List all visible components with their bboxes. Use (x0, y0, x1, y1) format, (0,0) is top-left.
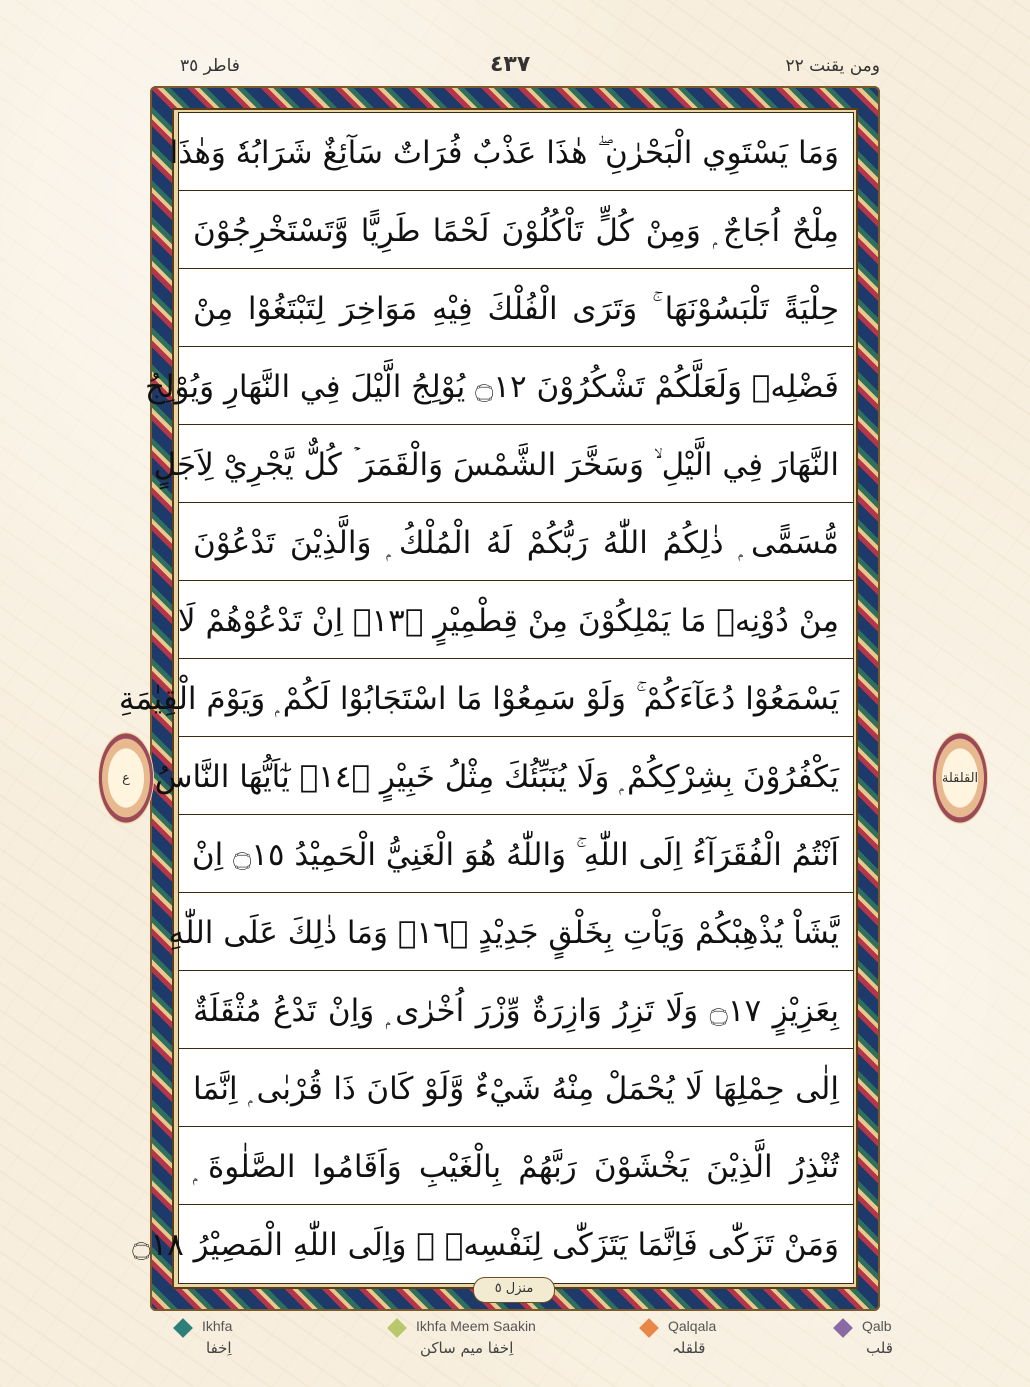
legend-item-ikhfa (176, 1318, 336, 1368)
tajweed-legend (0, 1318, 1030, 1378)
text-line (145, 347, 853, 425)
text-line-content: بِعَزِيْزٍ ۝١٧ وَلَا تَزِرُ وَازِرَةٌ وِّزْرَ اُخْرٰى ۭ وَاِنْ تَدْعُ مُثْقَلَةٌ (193, 993, 839, 1029)
legend-item-ikhfa-meem-saakin (390, 1318, 580, 1368)
legend-item-qalqala (642, 1318, 802, 1368)
legend-label-en: Qalb (862, 1318, 892, 1334)
text-line-content: اِلٰى حِمْلِهَا لَا يُحْمَلْ مِنْهُ شَيْءٌ وَّلَوْ كَانَ ذَا قُرْبٰى ۭ اِنَّمَا (193, 1071, 839, 1107)
page-number: ٤٣٧ (490, 52, 531, 77)
juz-name: ومن يقنت ٢٢ (785, 56, 880, 76)
legend-label-en: Ikhfa (202, 1318, 233, 1334)
surah-name: فاطر ٣٥ (180, 56, 240, 76)
text-line (179, 191, 853, 269)
side-ornament (932, 732, 988, 824)
legend-label-ur: اِخفا (206, 1339, 232, 1357)
text-line (179, 269, 853, 347)
text-line-content: وَمَا يَسْتَوِي الْبَحْرٰنِ ۖ هٰذَا عَذْبٌ فُرَاتٌ سَآئِغٌ شَرَابُهٗ وَهٰذَا (169, 135, 839, 171)
text-line-content: يَكْفُرُوْنَ بِشِرْكِكُمْ ۭ وَلَا يُنَبِّئُكَ مِثْلُ خَبِيْرٍ ۝١٤ۧ يٰٓاَيُّهَا النَّاسُ (154, 759, 839, 795)
text-line (179, 503, 853, 581)
text-line (179, 815, 853, 893)
text-line (168, 893, 853, 971)
text-line (179, 1049, 853, 1127)
text-line-content: مِلْحٌ اُجَاجٌ ۭ وَمِنْ كُلٍّ تَاْكُلُوْنَ لَحْمًا طَرِيًّا وَّتَسْتَخْرِجُوْنَ (193, 213, 839, 249)
side-ornament-label: القلقلة (941, 770, 979, 786)
text-line-content: يَّشَاْ يُذْهِبْكُمْ وَيَاْتِ بِخَلْقٍ جَدِيْدٍ ۝١٦ۚ وَمَا ذٰلِكَ عَلَى اللّٰهِ (168, 915, 839, 951)
text-line (179, 581, 853, 659)
text-line (154, 737, 853, 815)
diamond-icon (173, 1318, 193, 1338)
text-line (132, 1205, 853, 1283)
legend-label-ur: قلب (866, 1339, 893, 1357)
manzil-badge: منزل ٥ (473, 1277, 555, 1303)
text-line (169, 113, 853, 191)
verse-text-box (118, 112, 854, 1284)
text-line-content: يَسْمَعُوْا دُعَآءَكُمْ ۚ وَلَوْ سَمِعُوْا مَا اسْتَجَابُوْا لَكُمْ ۭ وَيَوْمَ الْقِيٰمَةِ (118, 681, 839, 717)
text-line-content: وَمَنْ تَزَكّٰى فَاِنَّمَا يَتَزَكّٰى لِنَفْسِهٖ ۭ وَاِلَى اللّٰهِ الْمَصِيْرُ ۝١٨ (132, 1227, 839, 1263)
legend-label-en: Ikhfa Meem Saakin (416, 1318, 536, 1334)
text-line (179, 1127, 853, 1205)
ruku-marker-label: ع (122, 770, 130, 786)
legend-label-en: Qalqala (668, 1318, 717, 1334)
text-line (118, 659, 853, 737)
diamond-icon (387, 1318, 407, 1338)
text-line-content: النَّهَارَ فِي الَّيْلِ ۙ وَسَخَّرَ الشَّمْسَ وَالْقَمَرَ ۡ كُلٌّ يَّجْرِيْ لِاَجَلٍ (153, 447, 839, 483)
diamond-icon (639, 1318, 659, 1338)
text-line-content: مُّسَمًّى ۭ ذٰلِكُمُ اللّٰهُ رَبُّكُمْ لَهُ الْمُلْكُ ۭ وَالَّذِيْنَ تَدْعُوْنَ (193, 525, 839, 561)
ruku-marker (98, 732, 154, 824)
legend-label-ur: اِخفا میم ساکن (420, 1339, 514, 1357)
text-line-content: فَضْلِهٖ وَلَعَلَّكُمْ تَشْكُرُوْنَ ۝١٢ يُوْلِجُ الَّيْلَ فِي النَّهَارِ وَيُوْلِجُ (145, 369, 839, 405)
legend-label-ur: قلقلہ (672, 1339, 706, 1357)
text-line (153, 425, 853, 503)
diamond-icon (833, 1318, 853, 1338)
text-line-content: اَنْتُمُ الْفُقَرَآءُ اِلَى اللّٰهِ ۚ وَاللّٰهُ هُوَ الْغَنِيُّ الْحَمِيْدُ ۝١٥ اِنْ (191, 837, 839, 873)
text-line-content: تُنْذِرُ الَّذِيْنَ يَخْشَوْنَ رَبَّهُمْ بِالْغَيْبِ وَاَقَامُوا الصَّلٰوةَ ۭ (193, 1149, 839, 1185)
text-line (179, 971, 853, 1049)
legend-item-qalb (836, 1318, 996, 1368)
text-line-content: حِلْيَةً تَلْبَسُوْنَهَا ۚ وَتَرَى الْفُلْكَ فِيْهِ مَوَاخِرَ لِتَبْتَغُوْا مِنْ (193, 291, 839, 327)
page-header (180, 52, 880, 86)
text-line-content: مِنْ دُوْنِهٖ مَا يَمْلِكُوْنَ مِنْ قِطْمِيْرٍ ۝١٣ۭ اِنْ تَدْعُوْهُمْ لَا (177, 603, 839, 639)
